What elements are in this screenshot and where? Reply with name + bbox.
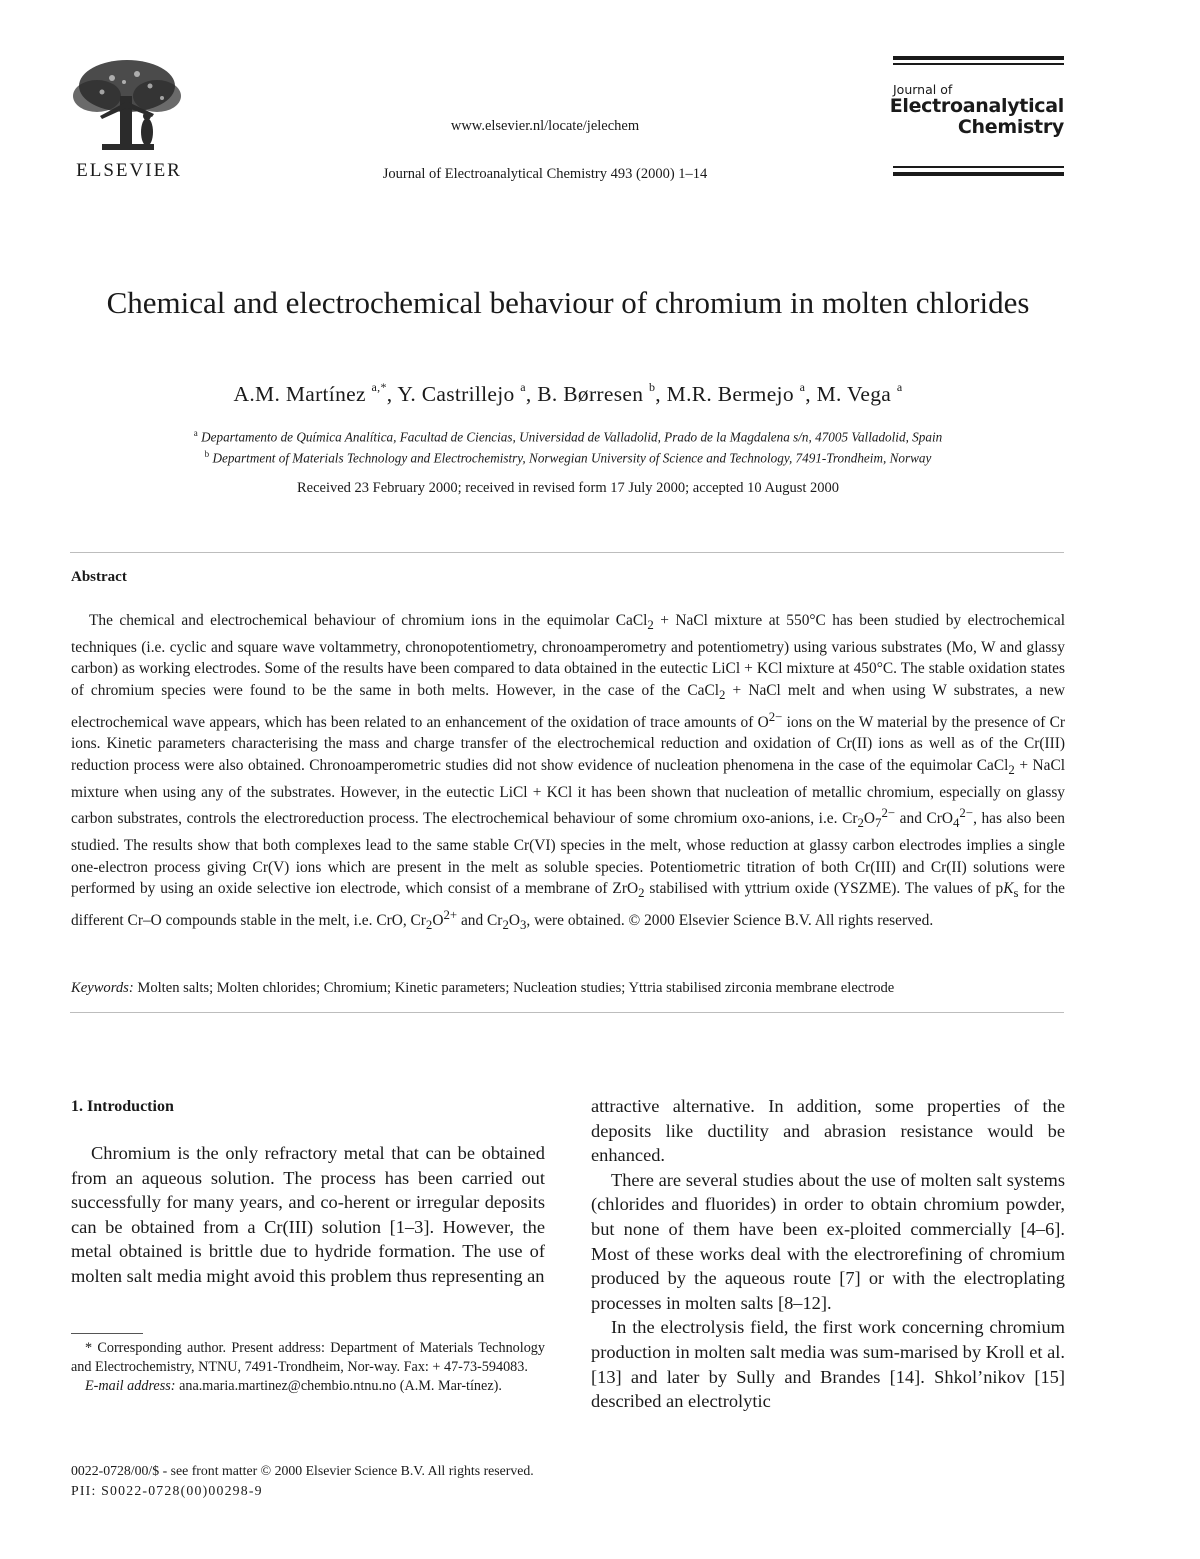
front-matter-notice: 0022-0728/00/$ - see front matter © 2000 Elsevier Science B.V. All rights reserved. — [71, 1463, 534, 1478]
affiliation-text: Departamento de Química Analítica, Facultad de Ciencias, Universidad de Valladolid, Prado de la Magdalena s/n, 47005 Valladolid, Spain — [201, 429, 943, 445]
left-column — [71, 1141, 545, 1289]
author-name: Y. Castrillejo — [397, 382, 515, 406]
received-dates: Received 23 February 2000; received in revised form 17 July 2000; accepted 10 August 2000 — [296, 480, 839, 496]
author-name: M. Vega — [816, 382, 892, 406]
journal-url[interactable]: www.elsevier.nl/locate/jelechem — [450, 118, 640, 134]
affiliation-text: Department of Materials Technology and Electrochemistry, Norwegian University of Science and Technology, 7491-Trondheim, Norway — [212, 450, 932, 466]
author-affiliation-mark[interactable]: a — [520, 380, 526, 394]
author-affiliation-mark[interactable]: b — [648, 380, 656, 394]
keywords-label: Keywords: — [71, 980, 134, 996]
author-list: A.M. Martínez $^{a,*}$, Y. Castrillejo $^a$, B. Børresen $^b$, M.R. Bermejo $^a$, M. Vega $^a$ — [233, 380, 903, 406]
author-affiliation-mark[interactable]: a — [896, 380, 903, 394]
author-name: A.M. Martínez — [233, 382, 366, 406]
affiliation-b — [0, 449, 1136, 466]
paper-title: Chemical and electrochemical behaviour of chromium in molten chlorides — [106, 285, 1030, 320]
journal-name-line1: Journal of — [893, 82, 953, 97]
author-name: M.R. Bermejo — [666, 382, 794, 406]
section-heading: 1. Introduction — [71, 1098, 174, 1115]
email-address[interactable]: ana.maria.martinez@chembio.ntnu.no (A.M. Mar-tínez). — [175, 1378, 502, 1394]
author-affiliation-mark[interactable]: a — [799, 380, 806, 394]
affiliation-mark: a — [193, 428, 198, 438]
journal-masthead — [889, 56, 1064, 178]
author-name: B. Børresen — [537, 382, 644, 406]
journal-name-line2: Electroanalytical — [889, 95, 1064, 117]
affiliation-a — [0, 428, 1136, 445]
divider — [70, 552, 1064, 553]
footnote-rule — [71, 1333, 143, 1334]
keywords-list: Molten salts; Molten chlorides; Chromium; Kinetic parameters; Nucleation studies; Yttria stabilised zirconia membrane electrode — [133, 980, 895, 996]
divider — [70, 1012, 1064, 1013]
footnote — [71, 1339, 545, 1396]
abstract-text: The chemical and electrochemical behaviour of chromium ions in the equimolar CaCl$_2$ + NaCl mixture at 550°C has been studied by electrochemical techniques (i.e. cyclic and square wave voltammetry, chronopotentiometry, chronoamperometry and potentiometry) using various substrates (Mo, W and glassy carbon) as working electrodes. Some of the results have been compared to data obtained in the eutectic LiCl + KCl mixture at 450°C. The stable oxidation states of chromium species were found to be the same in both melts. However, in the case of the CaCl$_2$ + NaCl melt and when using W substrates, a new electrochemical wave appears, which has been related to an enhancement of the oxidation of trace amounts of $O^{2-}$ ions on the W material by the presence of Cr ions. Kinetic parameters characterising the mass and charge transfer of the electrochemical reduction and oxidation of Cr(II) ions as well as of the Cr(III) reduction process were also obtained. Chronoamperometric studies did not show evidence of nucleation phenomena in the case of the equimolar CaCl$_2$ + NaCl mixture when using any of the substrates. However, in the eutectic LiCl + KCl it has been shown that nucleation of metallic chromium, especially on glassy carbon substrates, controls the electroreduction process. The electrochemical behaviour of some chromium oxo-anions, i.e. $Cr_2O_7^{2-}$ and CrO$_4^{2-}$, has also been studied. The results show that both complexes lead to the same stable Cr(VI) species in the melt, whose reduction at glassy carbon electrodes implies a single one-electron process giving Cr(V) ions which are present in the melt as soluble species. Potentiometric titration of both Cr(III) and Cr(II) solutions were performed by using an oxide selective ion electrode, which consist of a membrane of ZrO$_2$ stabilised with yttrium oxide (YSZME). The values of $pK_s$ for the different Cr–O compounds stable in the melt, i.e. CrO, $Cr_2O^{2+}$ and $Cr_2O_3$, were obtained. © 2000 Elsevier Science B.V. All rights reserved. — [71, 612, 1065, 932]
abstract-heading: Abstract — [71, 569, 127, 585]
publisher-name: ELSEVIER — [76, 160, 182, 181]
keywords — [71, 980, 1065, 997]
pii-identifier: PII: S0022-0728(00)00298-9 — [71, 1483, 263, 1498]
body-paragraph: attractive alternative. In addition, some properties of the deposits like ductility and abrasion resistance would be enhanced. — [591, 1096, 1065, 1166]
corresponding-author-note: * Corresponding author. Present address: Department of Materials Technology and Electrochemistry, NTNU, 7491-Trondheim, Nor-way. Fax: + 47-73-594083. — [71, 1340, 545, 1375]
body-paragraph: In the electrolysis field, the first work concerning chromium production in molten salt media was sum-marised by Kroll et al. [13] and later by Sully and Brandes [14]. Shkol’nikov [15] described an electrolytic — [591, 1317, 1065, 1412]
email-label: E-mail address: — [85, 1378, 176, 1394]
body-paragraph: There are several studies about the use of molten salt systems (chlorides and fluorides) in order to obtain chromium powder, but none of them have been ex-ploited commercially [4–6]. Most of these works deal with the electrorefining of chromium produced by the aqueous route [7] or with the electroplating processes in molten salts [8–12]. — [591, 1169, 1065, 1313]
right-column — [591, 1094, 1065, 1414]
journal-citation: Journal of Electroanalytical Chemistry 493 (2000) 1–14 — [382, 166, 708, 182]
journal-name-line3: Chemistry — [957, 116, 1064, 138]
author-affiliation-mark[interactable]: a,* — [371, 380, 387, 394]
affiliation-mark: b — [204, 449, 210, 459]
email-note — [71, 1377, 545, 1396]
body-paragraph: Chromium is the only refractory metal that can be obtained from an aqueous solution. The process has been carried out successfully for many years, and co-herent or irregular deposits can be obtained from a Cr(III) solution [1–3]. However, the metal obtained is brittle due to hydride formation. The use of molten salt media might avoid this problem thus representing an — [71, 1143, 545, 1286]
